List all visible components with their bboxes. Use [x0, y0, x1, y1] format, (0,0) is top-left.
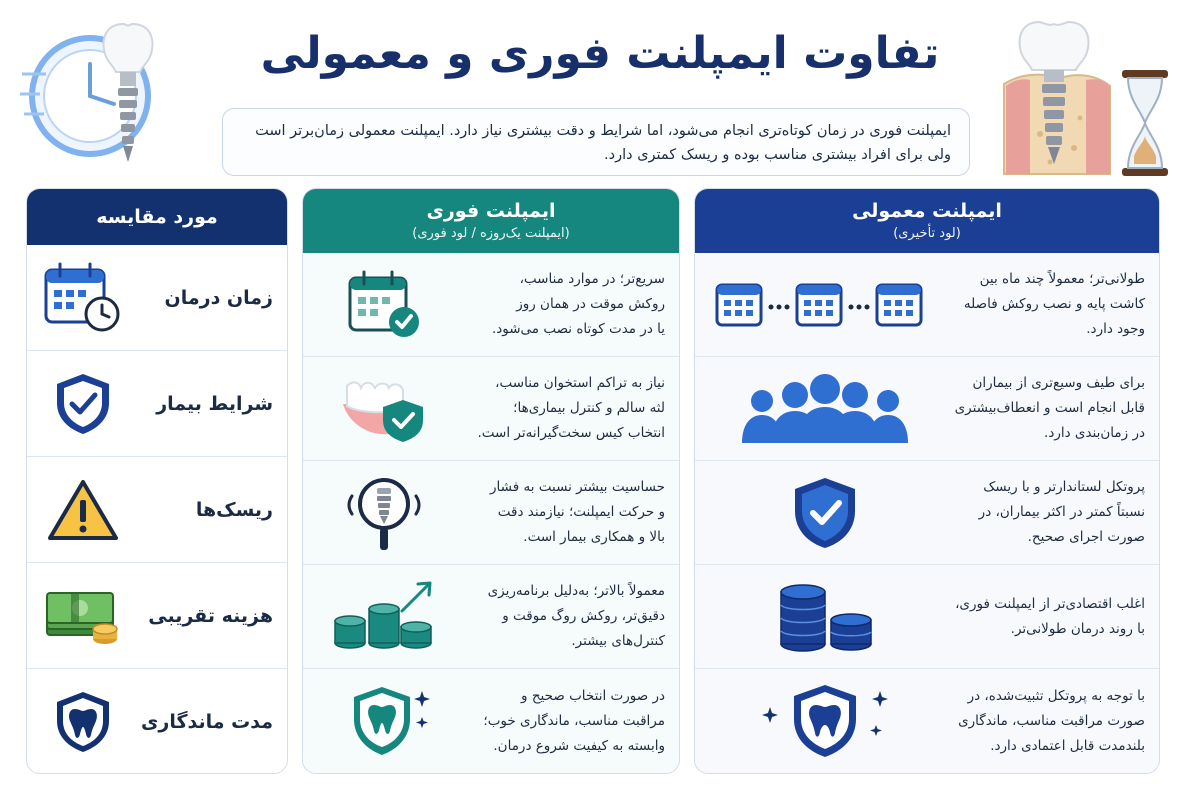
immediate-row-risks: [303, 461, 679, 565]
text-line: مراقبت مناسب، ماندگاری خوب؛: [483, 712, 665, 729]
shield-check-icon: [41, 365, 125, 443]
immediate-longevity-text: [450, 684, 665, 759]
tooth-shield-sparkle-icon: [709, 681, 940, 761]
normal-implant-column: [694, 188, 1160, 774]
text-line: حساسیت بیشتر نسبت به فشار: [490, 479, 665, 495]
normal-row-time: [695, 253, 1159, 357]
criteria-label: ریسک‌ها: [195, 498, 273, 521]
text-line: بلندمدت قابل اعتمادی دارد.: [990, 737, 1145, 754]
normal-row-longevity: [695, 669, 1159, 773]
coin-stacks-icon: [709, 580, 940, 654]
text-line: وابسته به کیفیت شروع درمان.: [493, 737, 665, 754]
warning-icon: [41, 471, 125, 549]
text-line: در زمان‌بندی دارد.: [1044, 425, 1145, 441]
text-line: در صورت انتخاب صحیح و: [521, 687, 665, 704]
normal-row-cost: [695, 565, 1159, 669]
criteria-row-patient: [27, 351, 287, 457]
text-line: سریع‌تر؛ در موارد مناسب،: [519, 271, 665, 287]
normal-time-text: [940, 267, 1145, 342]
normal-longevity-text: [940, 684, 1145, 759]
text-line: بالا و همکاری بیمار است.: [523, 529, 665, 545]
calendar-check-icon: [317, 270, 450, 340]
normal-cost-text: [940, 592, 1145, 642]
normal-title: ایمپلنت معمولی: [852, 200, 1002, 222]
immediate-cost-text: [450, 579, 665, 654]
text-line: انتخاب کیس سخت‌گیرانه‌تر است.: [477, 425, 665, 441]
criteria-label: زمان درمان: [164, 286, 273, 309]
tooth-shield-sparkle-icon: [317, 683, 450, 759]
intro-line-1: ایمپلنت فوری در زمان کوتاه‌تری انجام می‌شود، اما شرایط و دقت بیشتری نیاز دارد. ایمپلنت معمولی زمان‌بر‌تر است: [255, 123, 951, 139]
normal-header: [695, 189, 1159, 253]
text-line: روکش موقت در همان روز: [516, 296, 665, 312]
normal-subtitle: (لود تأخیری): [893, 226, 961, 241]
immediate-row-time: [303, 253, 679, 357]
money-coins-icon: [41, 577, 125, 655]
gum-shield-icon: [317, 374, 450, 444]
immediate-row-cost: [303, 565, 679, 669]
text-line: پروتکل لستاندارتر و با ریسک: [983, 479, 1145, 495]
criteria-row-time: [27, 245, 287, 351]
criteria-column: [26, 188, 288, 774]
criteria-label: شرایط بیمار: [156, 392, 273, 415]
text-line: دقیق‌تر، روکش روگ موقت و: [502, 608, 665, 624]
intro-box: [222, 108, 970, 176]
text-line: نسبتاً کمتر در اکثر بیماران، در: [978, 504, 1145, 520]
text-line: نیاز به تراکم استخوان مناسب،: [495, 375, 665, 391]
text-line: قابل انجام است و انعطاف‌بیشتری: [954, 400, 1145, 416]
text-line: کاشت پایه و نصب روکش فاصله: [963, 296, 1145, 312]
text-line: لثه سالم و کنترل بیماری‌ها؛: [513, 400, 665, 416]
text-line: و حرکت ایمپلنت؛ نیازمند دقت: [497, 504, 665, 520]
normal-patient-text: [940, 371, 1145, 446]
calendar-clock-icon: [41, 259, 125, 337]
text-line: وجود دارد.: [1086, 321, 1145, 337]
normal-risks-text: [940, 475, 1145, 550]
text-line: برای طیف وسیع‌تری از بیماران: [972, 375, 1145, 391]
text-line: با توجه به پروتکل تثبیت‌شده، در: [967, 687, 1145, 704]
criteria-row-longevity: [27, 669, 287, 774]
immediate-implant-column: [302, 188, 680, 774]
immediate-patient-text: [450, 371, 665, 446]
shield-check-icon: [709, 475, 940, 551]
criteria-label: هزینه تقریبی: [148, 604, 273, 627]
text-line: صورت مراقبت مناسب، ماندگاری: [958, 712, 1145, 729]
criteria-label: مدت ماندگاری: [141, 711, 273, 733]
normal-row-patient: [695, 357, 1159, 461]
text-line: معمولاً بالاتر؛ به‌دلیل برنامه‌ریزی: [487, 583, 665, 599]
intro-line-2: ولی برای افراد بیشتری مناسب بوده و ریسک کمتری دارد.: [604, 147, 951, 163]
text-line: اغلب اقتصادی‌تر از ایمپلنت فوری،: [955, 595, 1145, 612]
immediate-time-text: [450, 267, 665, 342]
immediate-subtitle: (ایمپلنت یک‌روزه / لود فوری): [412, 226, 570, 241]
text-line: صورت اجرای صحیح.: [1027, 529, 1145, 545]
people-group-icon: [709, 373, 940, 445]
criteria-row-risks: [27, 457, 287, 563]
tooth-shield-icon: [41, 683, 125, 761]
page-title: تفاوت ایمپلنت فوری و معمولی: [260, 28, 940, 79]
immediate-header: [303, 189, 679, 253]
text-line: یا در مدت کوتاه نصب می‌شود.: [491, 321, 665, 337]
text-line: با روند درمان طولانی‌تر.: [1010, 620, 1145, 637]
criteria-row-cost: [27, 563, 287, 669]
immediate-risks-text: [450, 475, 665, 550]
immediate-title: ایمپلنت فوری: [426, 200, 556, 222]
normal-row-risks: [695, 461, 1159, 565]
text-line: کنترل‌های بیشتر.: [571, 633, 665, 649]
immediate-row-patient: [303, 357, 679, 461]
text-line: طولانی‌تر؛ معمولاً چند ماه بین: [979, 271, 1145, 287]
magnifier-implant-icon: [317, 474, 450, 552]
criteria-header: مورد مقایسه: [27, 189, 287, 245]
coins-trend-icon: [317, 581, 450, 653]
immediate-row-longevity: [303, 669, 679, 773]
calendar-sequence-icon: [709, 275, 940, 335]
